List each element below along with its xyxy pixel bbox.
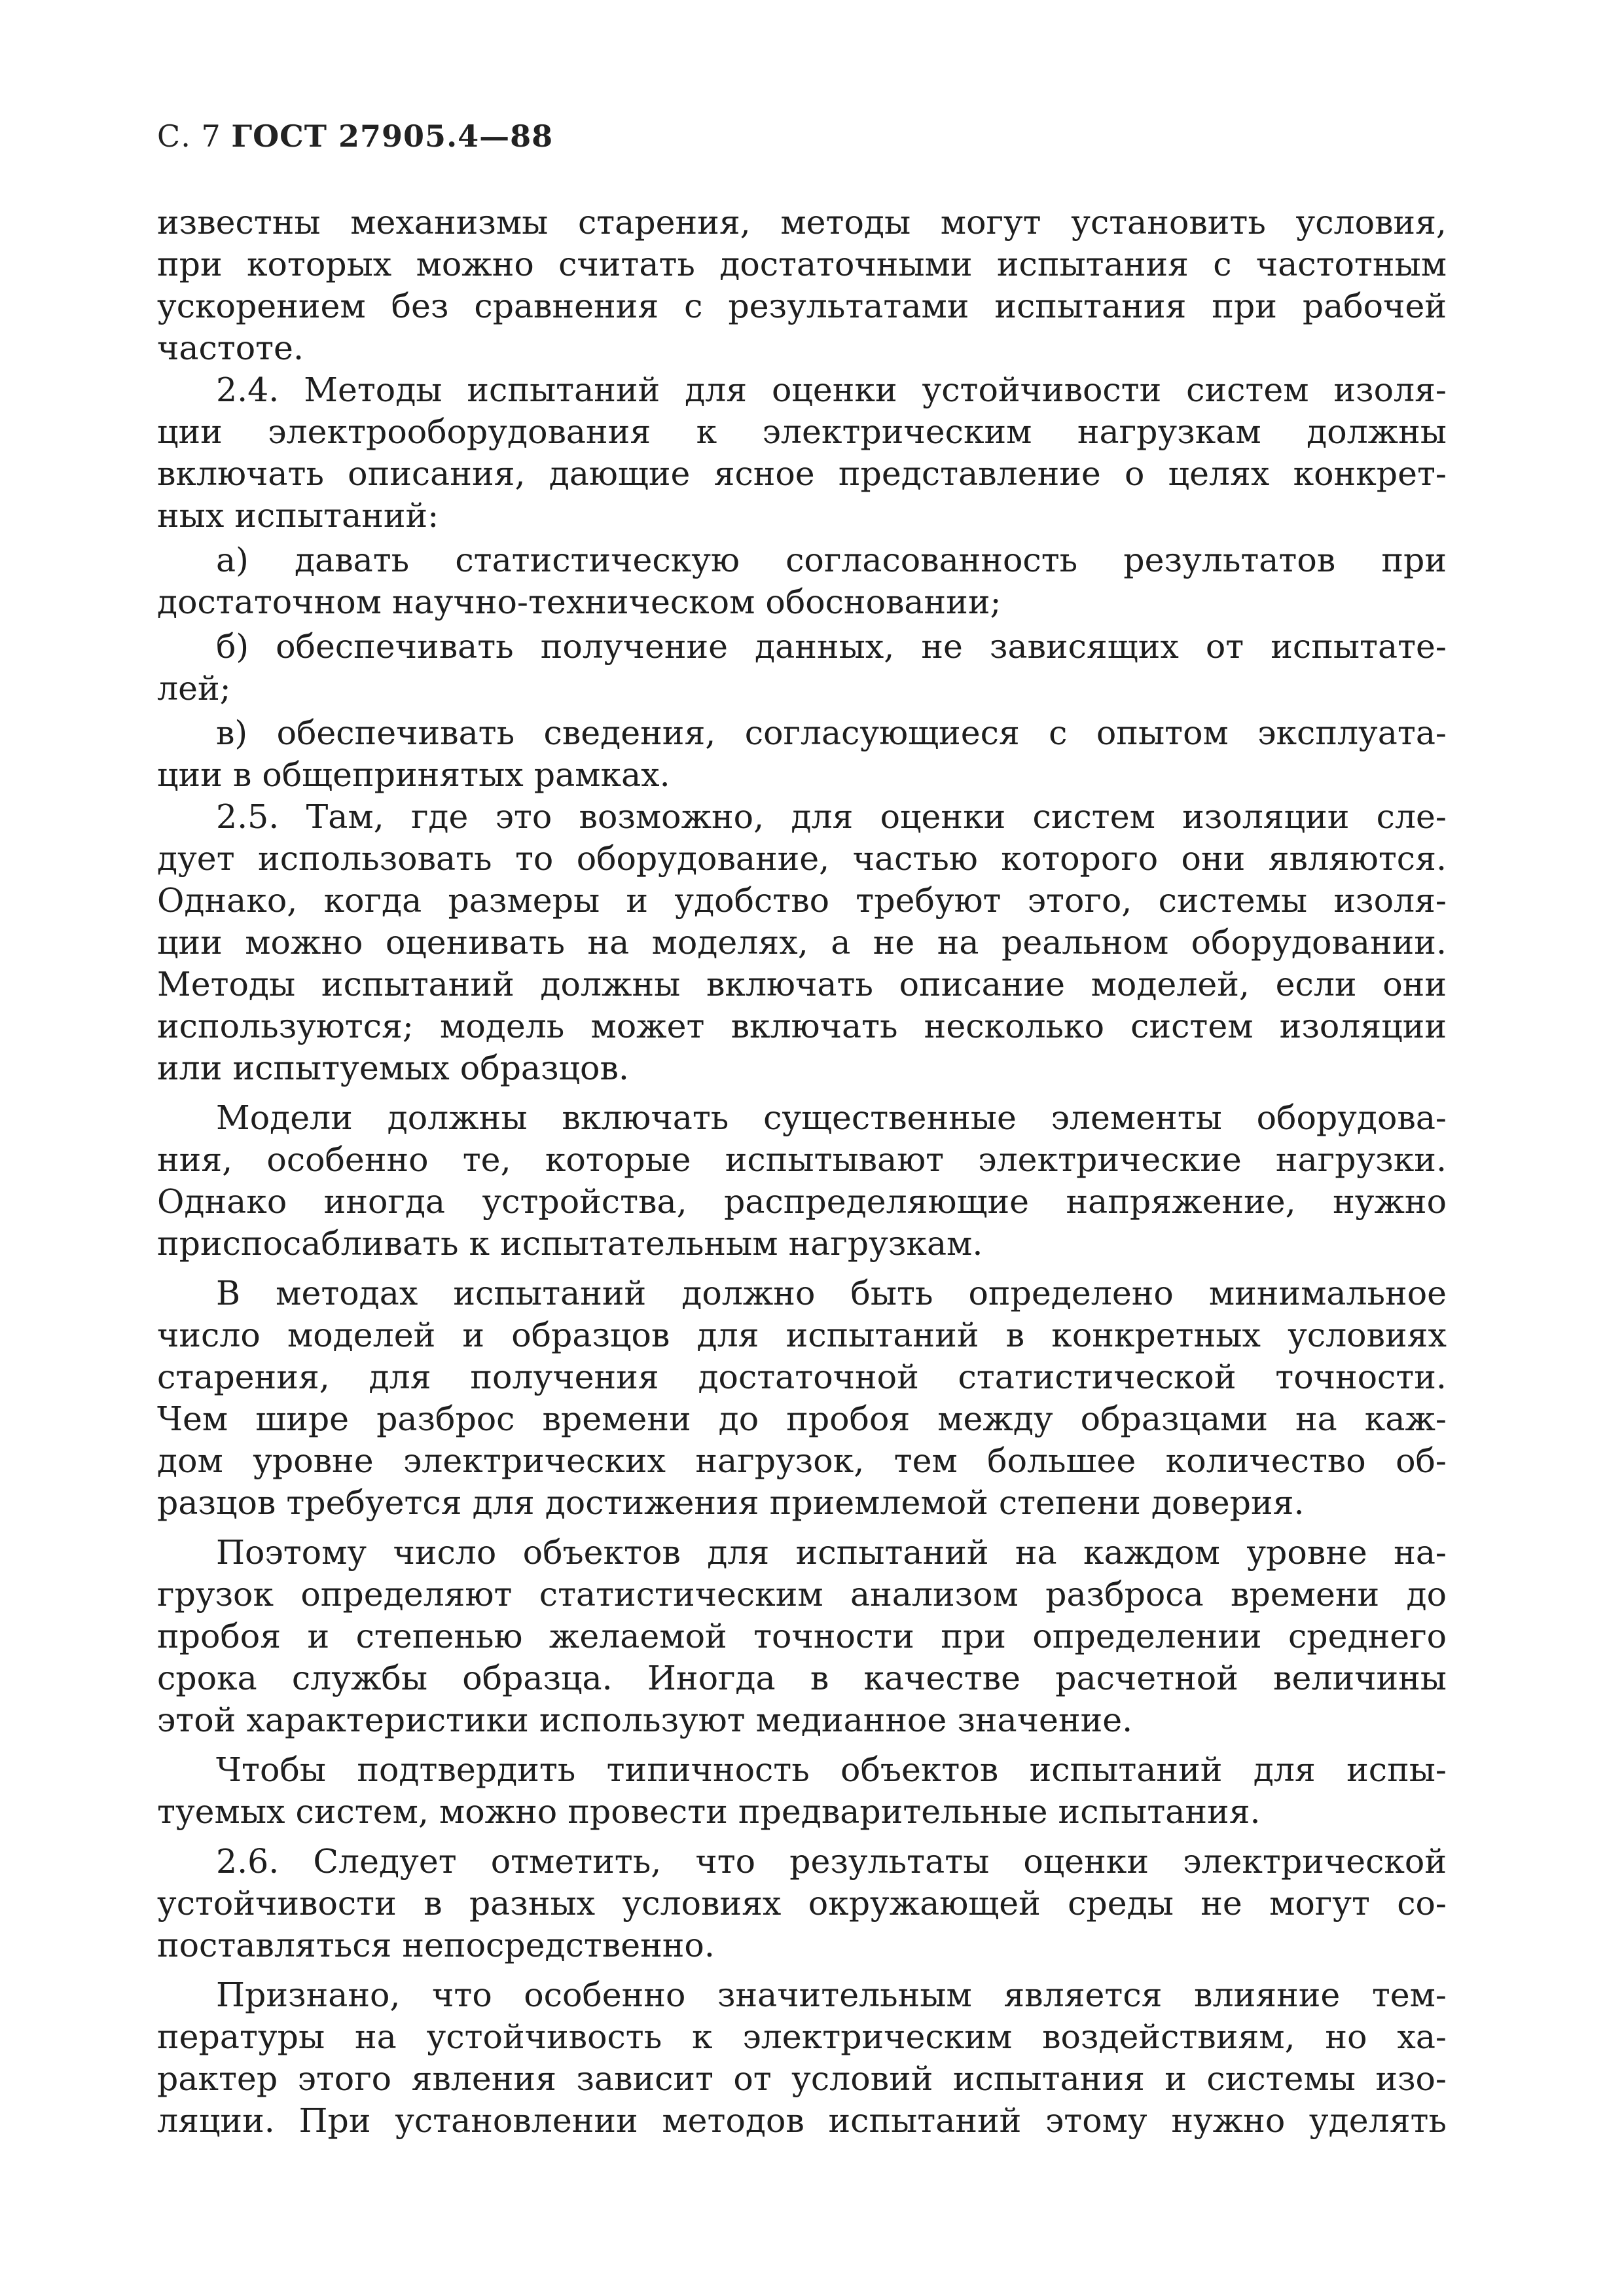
text-line: Поэтому число объектов для испытаний на каждом уровне на-: [216, 1533, 1447, 1572]
text-line: поставляться непосредственно.: [157, 1926, 715, 1964]
text-line: лей;: [157, 669, 231, 708]
text-line: ции можно оценивать на моделях, а не на реальном оборудовании.: [157, 923, 1447, 962]
text-line: срока службы образца. Иногда в качестве расчетной величины: [157, 1659, 1447, 1697]
text-line: ции электрооборудования к электрическим нагрузкам должны: [157, 412, 1447, 451]
text-line: число моделей и образцов для испытаний в конкретных условиях: [157, 1316, 1447, 1354]
text-line: пературы на устойчивость к электрическим воздействиям, но ха-: [157, 2017, 1447, 2056]
text-line: 2.4. Методы испытаний для оценки устойчивости систем изоля-: [216, 370, 1447, 409]
standard-designation: ГОСТ 27905.4—88: [231, 118, 554, 154]
text-line: ускорением без сравнения с результатами испытания при рабочей: [157, 287, 1447, 325]
text-line: разцов требуется для достижения приемлемой степени доверия.: [157, 1483, 1305, 1522]
text-line: 2.6. Следует отметить, что результаты оценки электрической: [216, 1842, 1447, 1881]
list-item-a: а) давать статистическую согласованность результатов при: [216, 541, 1447, 579]
text-line: известны механизмы старения, методы могут установить условия,: [157, 203, 1447, 242]
text-line: Чем шире разброс времени до пробоя между образцами на каж-: [157, 1400, 1447, 1438]
text-line: рактер этого явления зависит от условий испытания и системы изо-: [157, 2059, 1447, 2098]
text-line: 2.5. Там, где это возможно, для оценки систем изоляции сле-: [216, 797, 1447, 836]
text-line: Методы испытаний должны включать описание моделей, если они: [157, 965, 1447, 1003]
text-line: туемых систем, можно провести предварительные испытания.: [157, 1792, 1261, 1831]
text-line: ляции. При установлении методов испытаний этому нужно уделять: [157, 2101, 1447, 2140]
text-line: Однако, когда размеры и удобство требуют этого, системы изоля-: [157, 881, 1447, 920]
text-line: приспосабливать к испытательным нагрузкам.: [157, 1224, 983, 1263]
text-line: включать описания, дающие ясное представление о целях конкрет-: [157, 454, 1447, 493]
text-line: устойчивости в разных условиях окружающей среды не могут со-: [157, 1884, 1447, 1923]
text-line: Однако иногда устройства, распределяющие напряжение, нужно: [157, 1182, 1447, 1221]
text-line: ных испытаний:: [157, 496, 439, 535]
list-item-b: б) обеспечивать получение данных, не зависящих от испытате-: [216, 627, 1447, 666]
running-header: [157, 117, 553, 156]
text-line: В методах испытаний должно быть определено минимальное: [216, 1274, 1447, 1312]
text-line: ции в общепринятых рамках.: [157, 755, 670, 794]
text-line: Модели должны включать существенные элементы оборудова-: [216, 1098, 1447, 1137]
text-line: Чтобы подтвердить типичность объектов испытаний для испы-: [216, 1750, 1447, 1789]
text-line: используются; модель может включать несколько систем изоляции: [157, 1007, 1447, 1045]
text-line: или испытуемых образцов.: [157, 1049, 629, 1087]
text-line: Признано, что особенно значительным является влияние тем-: [216, 1976, 1447, 2014]
text-line: этой характеристики используют медианное значение.: [157, 1701, 1133, 1739]
text-line: дом уровне электрических нагрузок, тем большее количество об-: [157, 1441, 1447, 1480]
text-line: старения, для получения достаточной статистической точности.: [157, 1358, 1447, 1396]
list-item-c: в) обеспечивать сведения, согласующиеся с опытом эксплуата-: [216, 714, 1447, 752]
page-number: С. 7: [157, 118, 221, 154]
text-line: достаточном научно-техническом обосновании;: [157, 583, 1001, 621]
text-line: при которых можно считать достаточными испытания с частотным: [157, 245, 1447, 283]
text-line: дует использовать то оборудование, частью которого они являются.: [157, 839, 1447, 878]
text-line: грузок определяют статистическим анализом разброса времени до: [157, 1575, 1447, 1614]
text-line: частоте.: [157, 329, 304, 367]
text-line: пробоя и степенью желаемой точности при определении среднего: [157, 1617, 1447, 1655]
text-line: ния, особенно те, которые испытывают электрические нагрузки.: [157, 1140, 1447, 1179]
